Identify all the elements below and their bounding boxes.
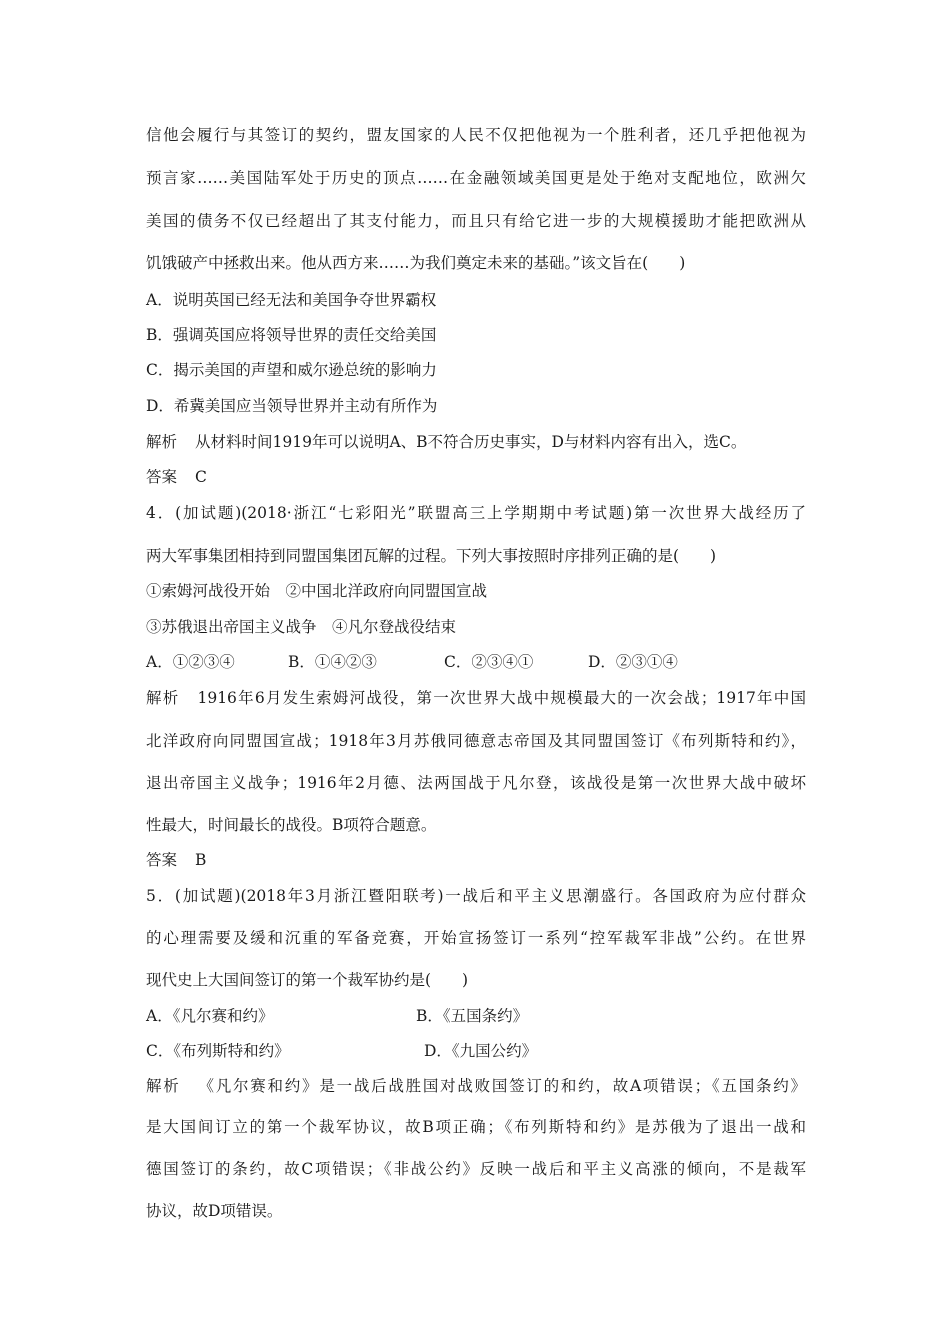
q5-analysis-text: 《凡尔赛和约》是一战后战胜国对战败国签订的和约，故A项错误；《五国条约》: [198, 1077, 806, 1095]
q3-answer: [146, 467, 207, 487]
q5-option-c: C．《布列斯特和约》: [146, 1042, 290, 1060]
q4-stem-line-1: 4．(加试题)(2018·浙江“七彩阳光”联盟高三上学期期中考试题)第一次世界大战经历了: [146, 504, 806, 522]
q4-answer-value: B: [195, 851, 207, 869]
q4-items-line-2: ③苏俄退出帝国主义战争 ④凡尔登战役结束: [146, 618, 457, 636]
q4-option-c: C．②③④①: [444, 653, 534, 671]
q4-analysis-line-4: 性最大，时间最长的战役。B项符合题意。: [146, 816, 437, 834]
q4-analysis-line-3: 退出帝国主义战争；1916年2月德、法两国战于凡尔登，该战役是第一次世界大战中破坏: [146, 774, 806, 792]
analysis-label: 解析: [146, 689, 180, 707]
q5-stem-line-2: 的心理需要及缓和沉重的军备竞赛，开始宣扬签订一系列“控军裁军非战”公约。在世界: [146, 929, 806, 947]
q3-analysis-text: 从材料时间1919年可以说明A、B不符合历史事实，D与材料内容有出入，选C。: [195, 433, 747, 451]
q5-analysis-line-3: 德国签订的条约，故C项错误；《非战公约》反映一战后和平主义高涨的倾向，不是裁军: [146, 1160, 806, 1178]
q4-analysis-line-1: [146, 688, 806, 708]
q3-analysis: [146, 432, 746, 452]
q3-option-a: A．说明英国已经无法和美国争夺世界霸权: [146, 291, 437, 309]
q4-analysis-text: 1916年6月发生索姆河战役，第一次世界大战中规模最大的一次会战；1917年中国: [197, 689, 806, 707]
answer-label: 答案: [146, 468, 178, 486]
q4-items-line-1: ①索姆河战役开始 ②中国北洋政府向同盟国宣战: [146, 582, 488, 600]
q5-option-a: A．《凡尔赛和约》: [146, 1007, 274, 1025]
answer-label: 答案: [146, 851, 178, 869]
q5-analysis-line-4: 协议，故D项错误。: [146, 1202, 283, 1220]
q5-option-b: B．《五国条约》: [416, 1007, 529, 1025]
analysis-label: 解析: [146, 433, 178, 451]
q5-analysis-line-1: [146, 1076, 806, 1096]
q4-option-a: A．①②③④: [146, 653, 235, 671]
q5-option-d: D．《九国公约》: [424, 1042, 538, 1060]
q4-answer: [146, 850, 206, 870]
q3-option-d: D．希冀美国应当领导世界并主动有所作为: [146, 397, 438, 415]
q4-stem-line-2: 两大军事集团相持到同盟国集团瓦解的过程。下列大事按照时序排列正确的是( ): [146, 547, 717, 565]
q4-option-b: B．①④②③: [288, 653, 377, 671]
q3-answer-value: C: [195, 468, 207, 486]
q3-stem-line-2: 预言家……美国陆军处于历史的顶点……在金融领域美国更是处于绝对支配地位，欧洲欠: [146, 169, 806, 187]
q3-stem-line-3: 美国的债务不仅已经超出了其支付能力，而且只有给它进一步的大规模援助才能把欧洲从: [146, 212, 806, 230]
q4-analysis-line-2: 北洋政府向同盟国宣战；1918年3月苏俄同德意志帝国及其同盟国签订《布列斯特和约》，: [146, 732, 806, 750]
q3-stem-line-1: 信他会履行与其签订的契约，盟友国家的人民不仅把他视为一个胜利者，还几乎把他视为: [146, 126, 806, 144]
analysis-label: 解析: [146, 1077, 181, 1095]
q3-option-c: C．揭示美国的声望和威尔逊总统的影响力: [146, 361, 437, 379]
q4-option-d: D．②③①④: [588, 653, 678, 671]
q3-option-b: B．强调英国应将领导世界的责任交给美国: [146, 326, 437, 344]
q5-analysis-line-2: 是大国间订立的第一个裁军协议，故B项正确；《布列斯特和约》是苏俄为了退出一战和: [146, 1118, 806, 1136]
q5-stem-line-3: 现代史上大国间签订的第一个裁军协约是( ): [146, 971, 469, 989]
q3-stem-line-4: 饥饿破产中拯救出来。他从西方来……为我们奠定未来的基础。”该文旨在( ): [146, 254, 686, 272]
q5-stem-line-1: 5．(加试题)(2018年3月浙江暨阳联考)一战后和平主义思潮盛行。各国政府为应付群众: [146, 887, 806, 905]
